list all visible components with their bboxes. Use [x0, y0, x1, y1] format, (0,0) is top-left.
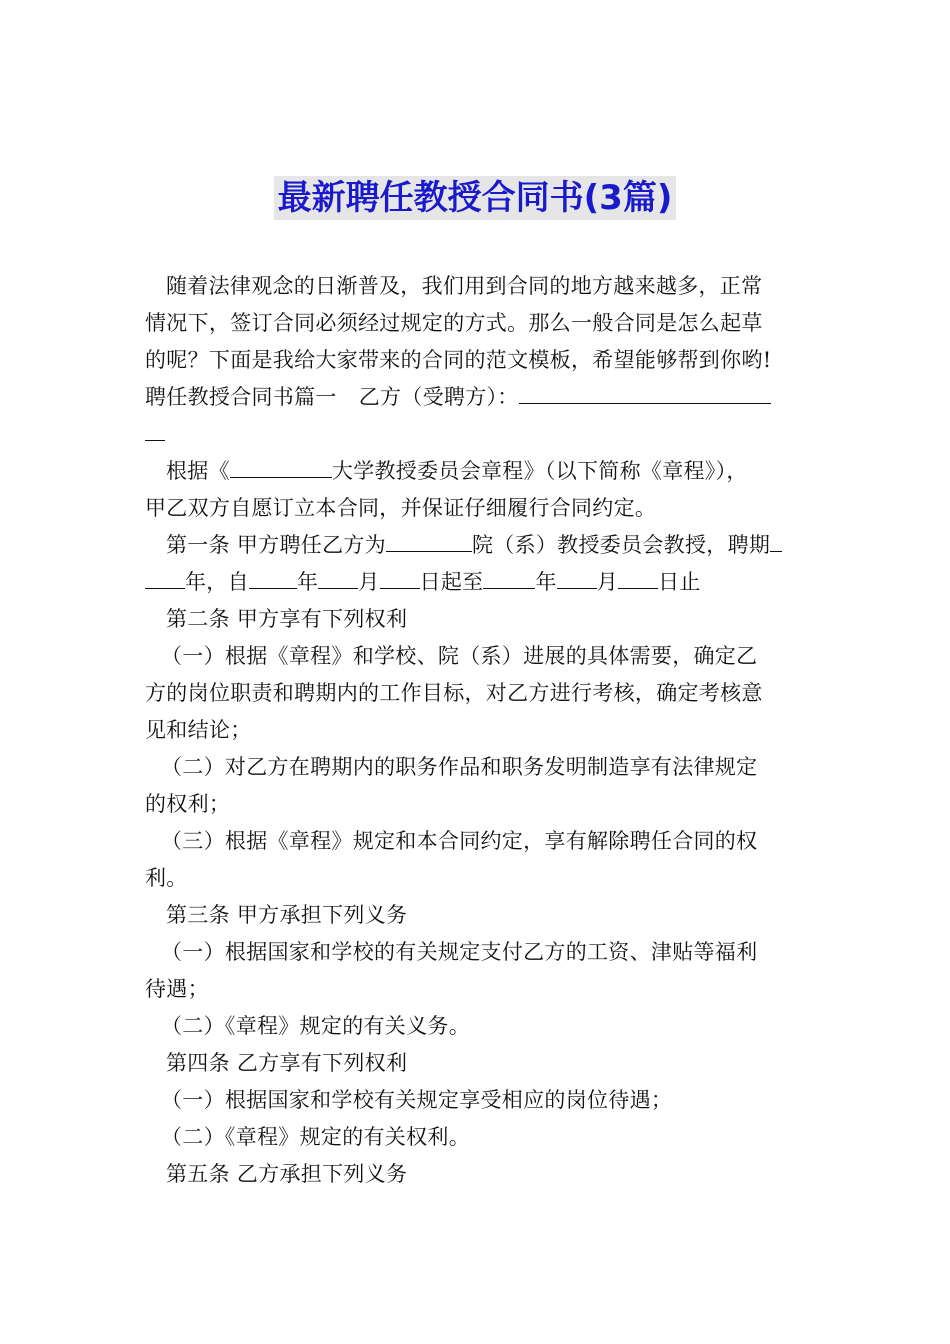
article-item-line: 利。	[145, 866, 188, 890]
article-1-text: 日止	[658, 570, 701, 594]
start-year-blank	[249, 568, 297, 589]
end-year-blank	[483, 568, 535, 589]
article-item-line: （一）根据《章程》和学校、院（系）进展的具体需要，确定乙	[161, 644, 758, 668]
article-item-line: （二）《章程》规定的有关权利。	[161, 1125, 470, 1149]
article-heading: 第四条 乙方享有下列权利	[166, 1051, 408, 1075]
start-month-blank	[318, 568, 358, 589]
article-item-line: 的权利；	[145, 792, 231, 816]
party-b-blank-continued	[145, 416, 807, 453]
article-1-text: 月	[596, 570, 619, 594]
term-blank	[770, 531, 782, 552]
document-body	[145, 268, 807, 1193]
college-blank	[386, 531, 472, 552]
term-blank	[145, 568, 185, 589]
intro-line: 随着法律观念的日渐普及，我们用到合同的地方越来越多，正常	[166, 274, 763, 298]
article-1-text: 年，自	[185, 570, 249, 594]
document-title: 最新聘任教授合同书(3篇)	[274, 176, 677, 220]
article-1-text: 院（系）教授委员会教授，聘期	[471, 533, 771, 557]
article-item-line: 见和结论；	[145, 718, 252, 742]
end-day-blank	[618, 568, 658, 589]
article-item-line: 方的岗位职责和聘期内的工作目标，对乙方进行考核，确定考核意	[145, 681, 763, 705]
intro-line: 的呢？下面是我给大家带来的合同的范文模板，希望能够帮到你哟!	[145, 348, 772, 372]
start-day-blank	[380, 568, 420, 589]
article-1-text: 日起至	[419, 570, 484, 594]
article-item-line: （二）对乙方在聘期内的职务作品和职务发明制造享有法律规定	[161, 755, 758, 779]
article-1-line	[145, 564, 807, 601]
article-heading: 第二条 甲方享有下列权利	[166, 607, 408, 631]
basis-prefix: 根据《	[166, 459, 230, 483]
basis-line: 甲乙双方自愿订立本合同，并保证仔细履行合同约定。	[145, 496, 657, 520]
article-item-line: （三）根据《章程》规定和本合同约定，享有解除聘任合同的权	[161, 829, 758, 853]
title-block	[0, 176, 950, 220]
article-1-text: 第一条 甲方聘任乙方为	[166, 533, 386, 557]
article-heading: 第五条 乙方承担下列义务	[166, 1162, 408, 1186]
article-item-line: （一）根据国家和学校有关规定享受相应的岗位待遇；	[161, 1088, 673, 1112]
article-3	[145, 897, 807, 1045]
article-1-line	[145, 527, 807, 564]
university-blank	[230, 457, 332, 478]
party-b-blank	[519, 383, 771, 404]
article-1-text: 年	[535, 570, 557, 594]
article-1-text: 月	[358, 570, 380, 594]
article-4	[145, 1045, 807, 1156]
blank-tail	[145, 420, 165, 441]
article-5	[145, 1156, 807, 1193]
article-item-line: （二）《章程》规定的有关义务。	[161, 1014, 470, 1038]
section-heading: 聘任教授合同书篇一	[145, 385, 337, 409]
basis-suffix: 大学教授委员会章程》（以下简称《章程》），	[331, 459, 748, 483]
article-item-line: 待遇；	[145, 977, 209, 1001]
intro-paragraph	[145, 268, 807, 453]
article-1-text: 年	[296, 570, 319, 594]
party-b-label: 乙方（受聘方）：	[358, 385, 519, 409]
end-month-blank	[557, 568, 597, 589]
article-1	[145, 527, 807, 601]
basis-line	[145, 453, 807, 490]
article-heading: 第三条 甲方承担下列义务	[166, 903, 408, 927]
article-item-line: （一）根据国家和学校的有关规定支付乙方的工资、津贴等福利	[161, 940, 758, 964]
basis-paragraph	[145, 453, 807, 527]
article-2	[145, 601, 807, 897]
intro-line: 情况下，签订合同必须经过规定的方式。那么一般合同是怎么起草	[145, 311, 763, 335]
party-b-line	[145, 379, 807, 416]
